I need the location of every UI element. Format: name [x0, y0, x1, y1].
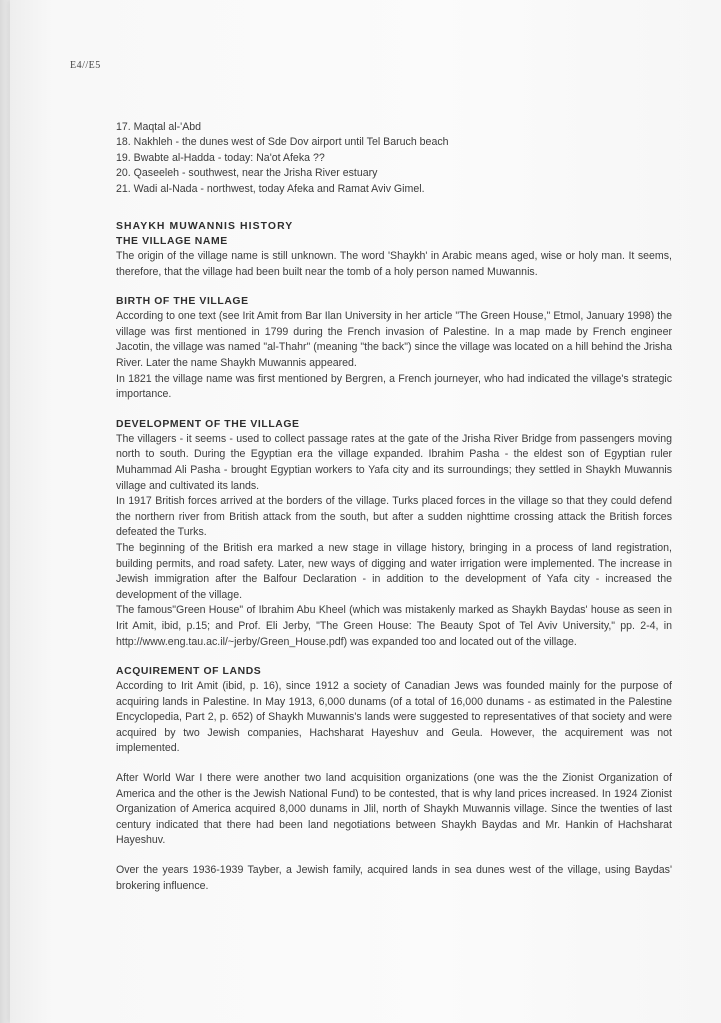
paragraph: According to Irit Amit (ibid, p. 16), since 1912 a society of Canadian Jews was founded mainly for the purpose of acquiring lands in Palestine. In May 1913, 6,000 dunams (of a total of 16,000 dunams - as estimated in the Palestine Encyclopedia, Part 2, p. 652) of Shaykh Muwannis's lands were suggested to representatives of that society and were acquired by two Jewish companies, Hachsharat Hayeshuv and Geula. However, the acquirement was not implemented. [116, 680, 672, 755]
section-birth-of-village [116, 294, 672, 403]
list-item: 18. Nakhleh - the dunes west of Sde Dov airport until Tel Baruch beach [116, 136, 449, 149]
paragraph: The origin of the village name is still unknown. The word 'Shaykh' in Arabic means aged, wise or holy man. It seems, therefore, that the village had been built near the tomb of a holy person named Muwannis. [116, 250, 672, 278]
paragraph: In 1917 British forces arrived at the borders of the village. Turks placed forces in the village so that they could defend the northern river from British attack from the south, but after a sudden nighttime crossing attack the British forces defeated the Turks. [116, 495, 672, 539]
section-heading: ACQUIREMENT OF LANDS [116, 666, 262, 678]
section-heading: THE VILLAGE NAME [116, 236, 228, 248]
section-village-name [116, 234, 672, 280]
paragraph: According to one text (see Irit Amit from Bar Ilan University in her article "The Green House," Etmol, January 1998) the village was first mentioned in 1799 during the French invasion of Palestine. In a map made by French engineer Jacotin, the village was named "al-Thahr" (meaning "the back") since the village was located on a hill behind the Jrisha River. Later the name Shaykh Muwannis appeared. [116, 310, 672, 369]
page-gutter [0, 0, 10, 1023]
list-item: 20. Qaseeleh - southwest, near the Jrisha River estuary [116, 167, 378, 180]
list-item: 19. Bwabte al-Hadda - today: Na'ot Afeka ?? [116, 151, 325, 164]
paragraph: The famous"Green House" of Ibrahim Abu Kheel (which was mistakenly marked as Shaykh Baydas' house as seen in Irit Amit, ibid, p.15; and Prof. Eli Jerby, "The Green House: The Beauty Spot of Tel Aviv University," pp. 2-4, in http://www.eng.tau.ac.il/~jerby/Green_House.pdf) was expanded too and located out of the village. [116, 604, 672, 648]
village-list [116, 120, 672, 197]
main-heading: SHAYKH MUWANNIS HISTORY [116, 221, 294, 233]
section-acquirement-of-lands [116, 664, 672, 894]
section-development [116, 417, 672, 650]
list-item: 21. Wadi al-Nada - northwest, today Afeka and Ramat Aviv Gimel. [116, 182, 425, 195]
section-heading: BIRTH OF THE VILLAGE [116, 296, 249, 308]
page-number: E4//E5 [70, 60, 101, 71]
paragraph: In 1821 the village name was first mentioned by Bergren, a French journeyer, who had indicated the village's strategic importance. [116, 372, 672, 401]
list-item: 17. Maqtal al-'Abd [116, 121, 202, 133]
paragraph: After World War I there were another two land acquisition organizations (one was the the Zionist Organization of America and the other is the Jewish National Fund) to be contested, that is why land prices increased. In 1924 Zionist Organization of America acquired 8,000 dunams in Jlil, north of Shaykh Muwannis village. Since the twenties of last century indicated that there had been land negotiations between Shaykh Baydas and Mr. Hankin of Hachsharat Hayeshuv. [116, 772, 672, 847]
paragraph: Over the years 1936-1939 Tayber, a Jewish family, acquired lands in sea dunes west of the village, using Baydas' brokering influence. [116, 864, 672, 892]
document-body [116, 120, 672, 894]
section-heading: DEVELOPMENT OF THE VILLAGE [116, 418, 300, 430]
paragraph: The villagers - it seems - used to collect passage rates at the gate of the Jrisha River Bridge from passengers moving north to south. During the Egyptian era the village expanded. Ibrahim Pasha - the eldest son of Egyptian ruler Muhammad Ali Pasha - brought Egyptian workers to Yafa city and its surroundings; they settled in Shaykh Muwannis village and cultivated its lands. [116, 432, 672, 492]
paragraph: The beginning of the British era marked a new stage in village history, bringing in a process of land registration, building permits, and road safety. Later, new ways of digging and water irrigation were implemented. The increase in Jewish immigration after the Balfour Declaration - in addition to the development of Yafa city - increased the development of the village. [116, 541, 672, 601]
